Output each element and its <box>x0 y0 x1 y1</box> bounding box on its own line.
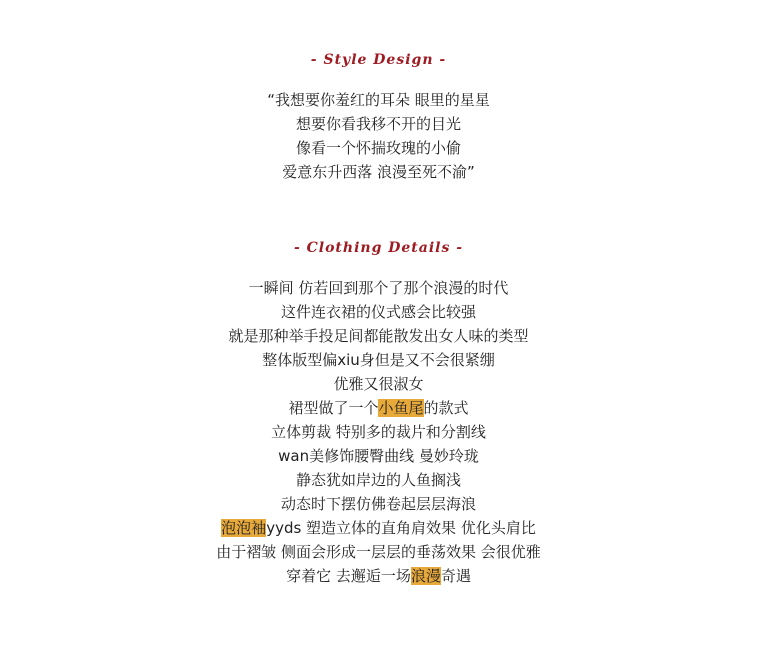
detail-text: wan美修饰腰臀曲线 曼妙玲珑 <box>278 447 479 465</box>
detail-line <box>0 564 757 588</box>
style-design-poem <box>0 88 757 184</box>
detail-text: yyds 塑造立体的直角肩效果 优化头肩比 <box>266 519 536 537</box>
detail-line <box>0 276 757 300</box>
detail-text: 这件连衣裙的仪式感会比较强 <box>280 303 476 321</box>
poem-line: 想要你看我移不开的目光 <box>295 115 461 133</box>
detail-line <box>0 492 757 516</box>
detail-line <box>0 420 757 444</box>
detail-line <box>0 348 757 372</box>
detail-line <box>0 396 757 420</box>
clothing-details-text <box>0 276 757 588</box>
detail-text: 动态时下摆仿佛卷起层层海浪 <box>280 495 476 513</box>
detail-text: 的款式 <box>423 399 469 417</box>
poem-line: “我想要你羞红的耳朵 眼里的星星 <box>267 91 490 109</box>
detail-line <box>0 468 757 492</box>
detail-text: 穿着它 去邂逅一场 <box>286 567 411 585</box>
poem-line: 爱意东升西落 浪漫至死不渝” <box>282 163 475 181</box>
detail-text: 裙型做了一个 <box>288 399 379 417</box>
detail-line <box>0 444 757 468</box>
highlighted-keyword: 小鱼尾 <box>378 399 424 417</box>
highlighted-keyword: 泡泡袖 <box>221 519 267 537</box>
detail-line <box>0 372 757 396</box>
poem-line: 像看一个怀揣玫瑰的小偷 <box>295 139 461 157</box>
detail-text: 就是那种举手投足间都能散发出女人味的类型 <box>228 327 529 345</box>
clothing-details-heading: - Clothing Details - <box>293 240 464 256</box>
detail-text: 一瞬间 仿若回到那个了那个浪漫的时代 <box>248 279 509 297</box>
detail-text: 奇遇 <box>440 567 471 585</box>
detail-text: 由于褶皱 侧面会形成一层层的垂荡效果 会很优雅 <box>216 543 541 561</box>
detail-text: 静态犹如岸边的人鱼搁浅 <box>295 471 461 489</box>
style-design-heading: - Style Design - <box>310 52 447 68</box>
detail-text: 优雅又很淑女 <box>333 375 424 393</box>
detail-text: 整体版型偏xiu身但是又不会很紧绷 <box>262 351 495 369</box>
detail-line <box>0 300 757 324</box>
detail-line <box>0 324 757 348</box>
highlighted-keyword: 浪漫 <box>410 567 441 585</box>
detail-text: 立体剪裁 特别多的裁片和分割线 <box>271 423 486 441</box>
detail-line <box>0 516 757 540</box>
detail-line <box>0 540 757 564</box>
